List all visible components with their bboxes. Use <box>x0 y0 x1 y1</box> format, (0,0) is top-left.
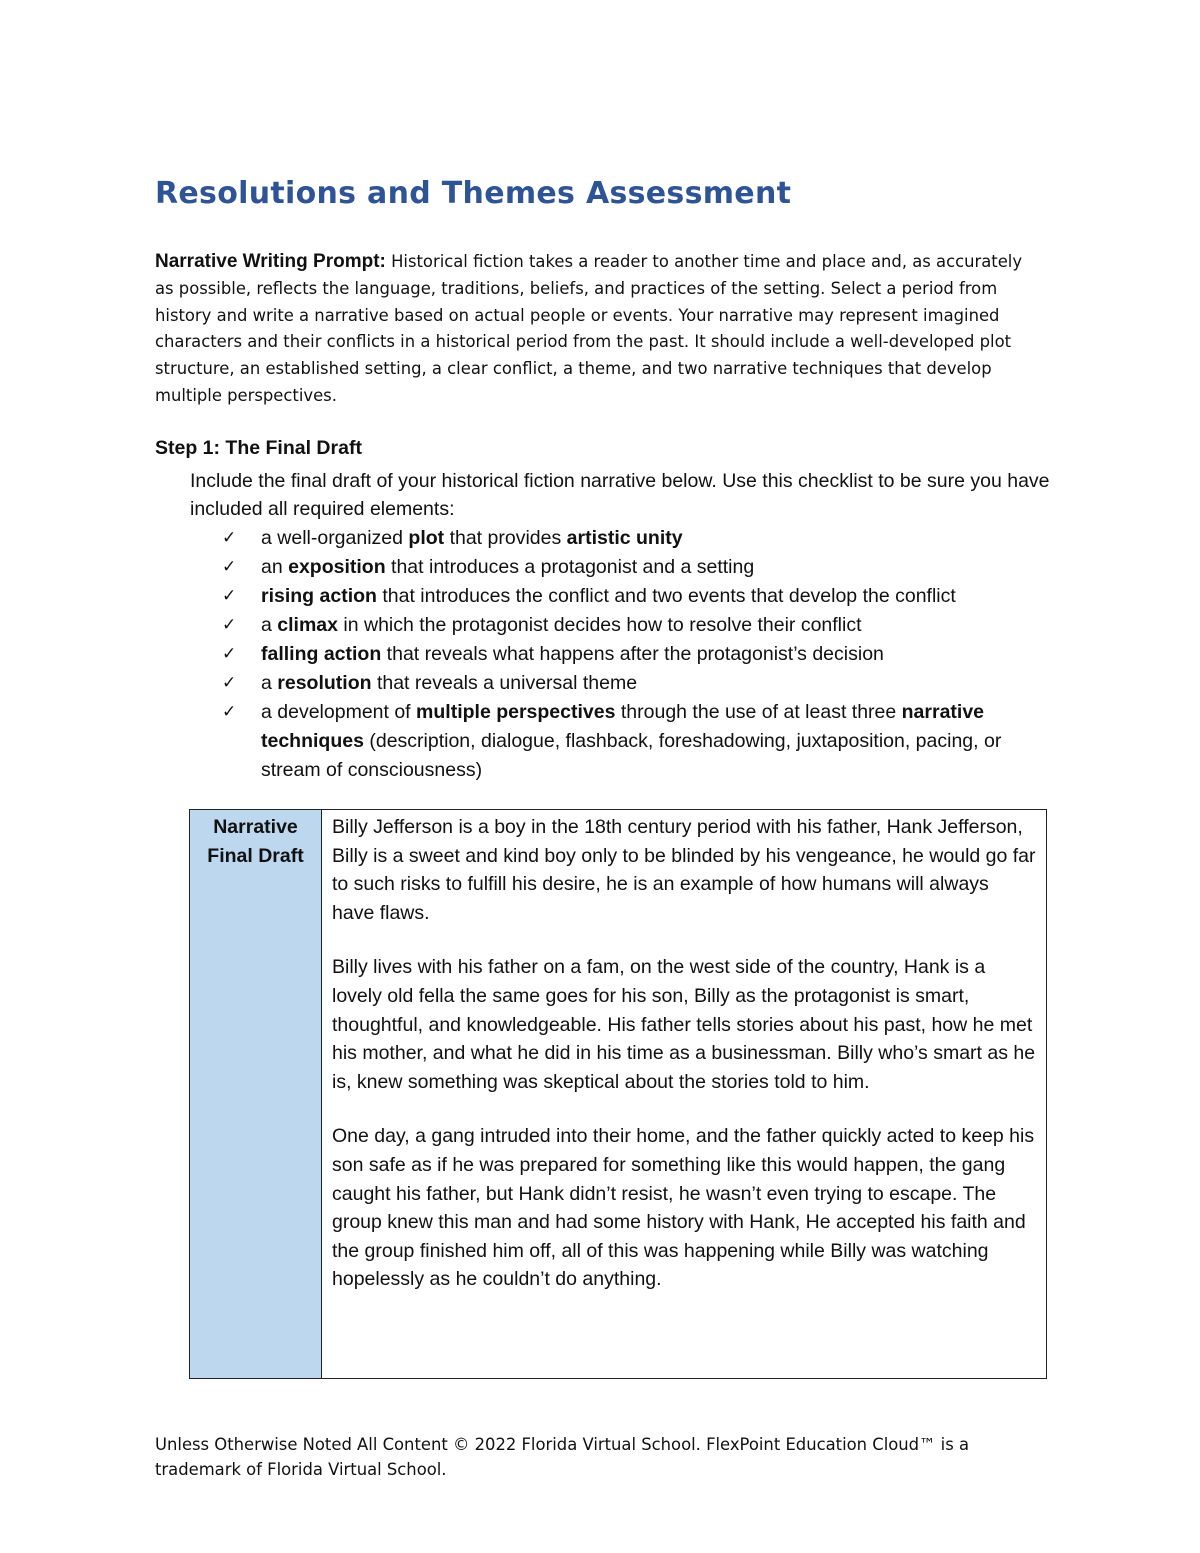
draft-paragraph: Billy Jefferson is a boy in the 18th century period with his father, Hank Jefferson, Billy is a sweet and kind boy only to be blinded by his vengeance, he would go far to such risks to fulfill his desire, he is an example of how humans will always have flaws. <box>332 816 1036 924</box>
check-icon: ✓ <box>222 615 237 635</box>
checklist-item: ✓ a resolution that reveals a universal theme <box>222 669 1052 698</box>
final-draft-label-cell <box>190 810 322 1378</box>
checklist-item: ✓ a well-organized plot that provides artistic unity <box>222 524 1052 553</box>
draft-paragraph: One day, a gang intruded into their home, and the father quickly acted to keep his son safe as if he was prepared for something like this would happen, the gang caught his father, but Hank didn’t resist, he wasn’t even trying to escape. The group knew this man and had some history with Hank, He accepted his faith and the group finished him off, all of this was happening while Billy was watching hopelessly as he couldn’t do anything. <box>332 1125 1035 1291</box>
page-title: Resolutions and Themes Assessment <box>155 176 792 211</box>
check-icon: ✓ <box>222 702 237 722</box>
copyright-footer: Unless Otherwise Noted All Content © 2022 Florida Virtual School. FlexPoint Education Cloud™ is a trademark of Florida Virtual School. <box>155 1435 970 1479</box>
final-draft-label-line2: Final Draft <box>207 845 304 867</box>
check-icon: ✓ <box>222 673 237 693</box>
requirements-checklist <box>222 524 1052 785</box>
final-draft-label-line1: Narrative <box>213 816 298 838</box>
checklist-item: ✓ a development of multiple perspectives through the use of at least three narrative techniques (description, dialogue, flashback, foreshadowing, juxtaposition, pacing, or stream of consciousness) <box>222 698 1052 785</box>
step-1-heading: Step 1: The Final Draft <box>155 437 362 459</box>
check-icon: ✓ <box>222 557 237 577</box>
checklist-item: ✓ rising action that introduces the conflict and two events that develop the conflict <box>222 582 1052 611</box>
draft-paragraph: Billy lives with his father on a fam, on the west side of the country, Hank is a lovely old fella the same goes for his son, Billy as the protagonist is smart, thoughtful, and knowledgeable. His father tells stories about his past, how he met his mother, and what he did in his time as a businessman. Billy who’s smart as he is, knew something was skeptical about the stories told to him. <box>332 956 1036 1093</box>
check-icon: ✓ <box>222 528 237 548</box>
prompt-label: Narrative Writing Prompt: <box>155 251 386 272</box>
check-icon: ✓ <box>222 644 237 664</box>
step-1-intro: Include the final draft of your historical fiction narrative below. Use this checklist to be sure you have included all required elements: <box>190 470 1050 520</box>
writing-prompt <box>155 249 1035 410</box>
prompt-text: Historical fiction takes a reader to another time and place and, as accurately as possible, reflects the language, traditions, beliefs, and practices of the setting. Select a period from history and write a narrative based on actual people or events. Your narrative may represent imagined characters and their conflicts in a historical period from the past. It should include a well-developed plot structure, an established setting, a clear conflict, a theme, and two narrative techniques that develop multiple perspectives. <box>155 252 1023 405</box>
checklist-item: ✓ falling action that reveals what happens after the protagonist’s decision <box>222 640 1052 669</box>
checklist-item: ✓ a climax in which the protagonist decides how to resolve their conflict <box>222 611 1052 640</box>
check-icon: ✓ <box>222 586 237 606</box>
final-draft-table <box>189 809 1047 1379</box>
checklist-item: ✓ an exposition that introduces a protagonist and a setting <box>222 553 1052 582</box>
final-draft-text-cell[interactable] <box>322 810 1046 1378</box>
